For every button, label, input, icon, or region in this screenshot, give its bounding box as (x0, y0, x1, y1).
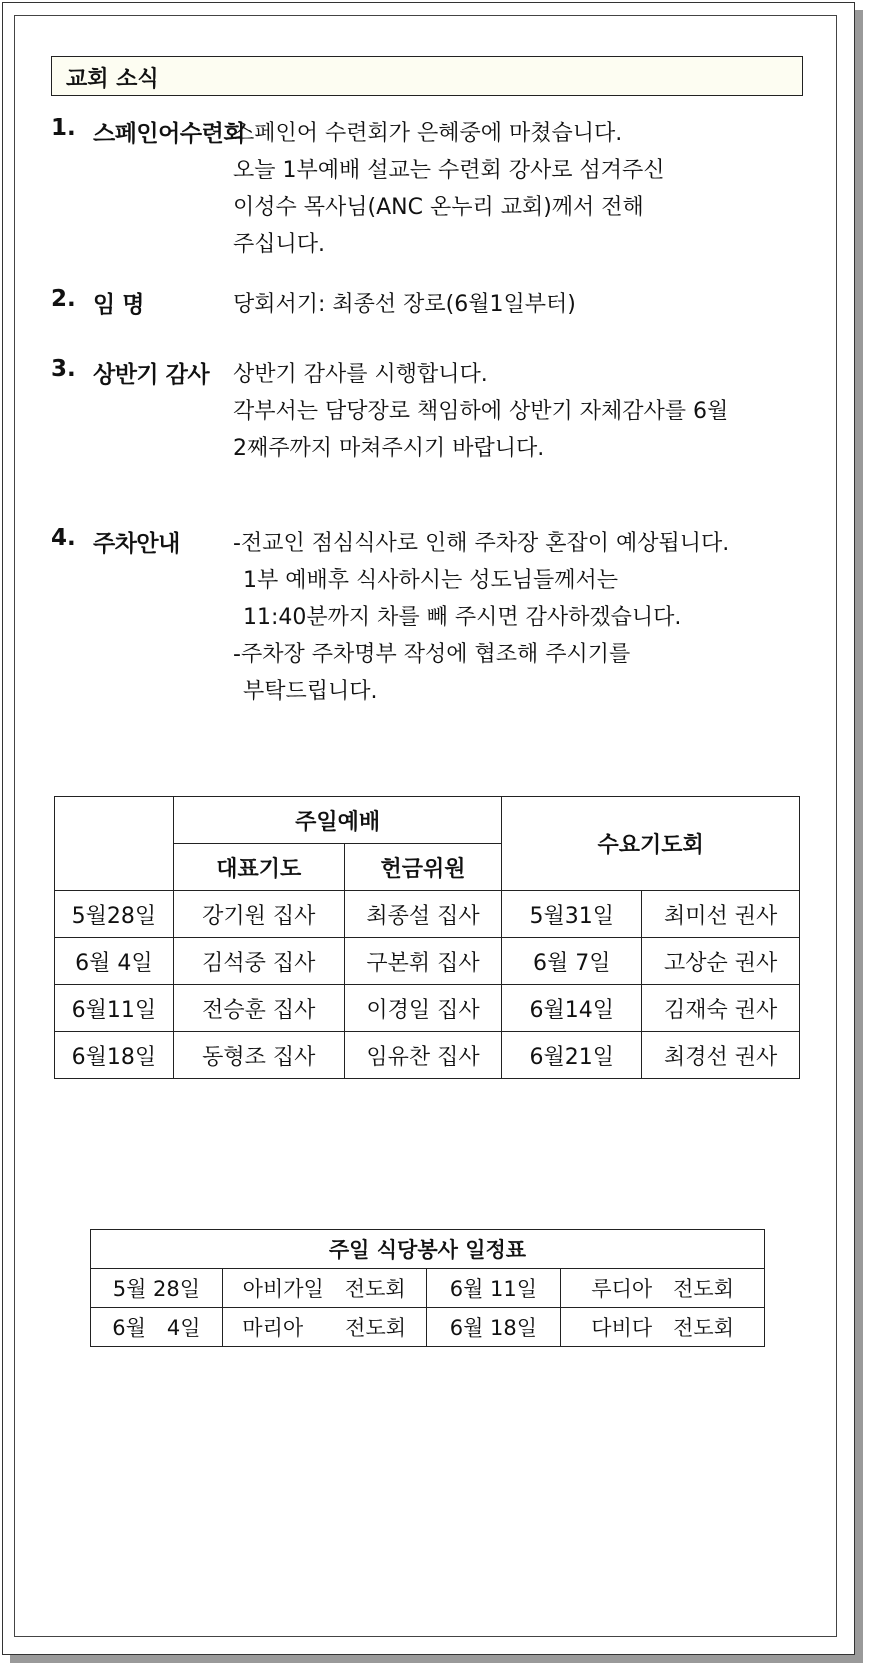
item-body (233, 286, 576, 323)
meal-group-cell: 다비다 전도회 (561, 1308, 765, 1347)
item-line: 상반기 감사를 시행합니다. (233, 362, 488, 387)
wed-date-cell: 6월21일 (502, 1032, 642, 1079)
item-body (233, 115, 665, 263)
worship-schedule-table (54, 796, 800, 1079)
date-cell: 5월28일 (55, 891, 174, 938)
item-line: 주십니다. (233, 232, 326, 257)
item-number: 2. (51, 286, 76, 312)
item-line: -전교인 점심식사로 인해 주차장 혼잡이 예상됩니다. (233, 531, 730, 556)
offering-cell: 최종설 집사 (344, 891, 502, 938)
sunday-worship-header: 주일예배 (173, 797, 502, 844)
item-label: 주차안내 (93, 531, 180, 557)
item-label: 임 명 (93, 292, 144, 318)
item-line: 오늘 1부예배 설교는 수련회 강사로 섬겨주신 (233, 158, 665, 183)
table-row (91, 1269, 765, 1308)
offering-cell: 임유찬 집사 (344, 1032, 502, 1079)
table-row (55, 891, 800, 938)
prayer-cell: 동형조 집사 (173, 1032, 344, 1079)
item-label: 스페인어수련회 (93, 121, 246, 147)
item-line: -주차장 주차명부 작성에 협조해 주시기를 (233, 642, 631, 667)
item-line: 2째주까지 마쳐주시기 바랍니다. (233, 436, 545, 461)
table-row (55, 1032, 800, 1079)
section-title: 교회 소식 (66, 67, 159, 92)
section-header (51, 56, 803, 96)
meal-group-cell: 아비가일 전도회 (222, 1269, 426, 1308)
prayer-cell: 강기원 집사 (173, 891, 344, 938)
wednesday-prayer-header: 수요기도회 (502, 797, 800, 891)
empty-header-cell (55, 797, 174, 891)
offering-cell: 이경일 집사 (344, 985, 502, 1032)
date-cell: 6월11일 (55, 985, 174, 1032)
wed-leader-cell: 최미선 권사 (642, 891, 800, 938)
item-body (233, 356, 728, 467)
item-number: 1. (51, 115, 76, 141)
wed-date-cell: 6월 7일 (502, 938, 642, 985)
table-row (55, 938, 800, 985)
wed-leader-cell: 김재숙 권사 (642, 985, 800, 1032)
wed-date-cell: 6월14일 (502, 985, 642, 1032)
date-cell: 6월18일 (55, 1032, 174, 1079)
item-line: 11:40분까지 차를 빼 주시면 감사하겠습니다. (243, 605, 682, 630)
offering-header: 헌금위원 (344, 844, 502, 891)
meal-date-cell: 6월 4일 (91, 1308, 223, 1347)
item-line: 스페인어 수련회가 은혜중에 마쳤습니다. (233, 121, 623, 146)
prayer-header: 대표기도 (173, 844, 344, 891)
item-body (233, 525, 729, 710)
item-line: 각부서는 담당장로 책임하에 상반기 자체감사를 6월 (233, 399, 729, 424)
item-line: 1부 예배후 식사하시는 성도님들께서는 (243, 568, 619, 593)
meal-service-table (90, 1229, 765, 1347)
item-number: 4. (51, 525, 76, 551)
meal-table-title: 주일 식당봉사 일정표 (91, 1230, 765, 1269)
table-row (55, 985, 800, 1032)
meal-date-cell: 6월 11일 (426, 1269, 561, 1308)
table-row (91, 1308, 765, 1347)
meal-date-cell: 6월 18일 (426, 1308, 561, 1347)
item-label: 상반기 감사 (93, 362, 210, 388)
meal-date-cell: 5월 28일 (91, 1269, 223, 1308)
item-line: 부탁드립니다. (243, 679, 378, 704)
item-line: 이성수 목사님(ANC 온누리 교회)께서 전해 (233, 195, 644, 220)
meal-group-cell: 마리아 전도회 (222, 1308, 426, 1347)
date-cell: 6월 4일 (55, 938, 174, 985)
prayer-cell: 김석중 집사 (173, 938, 344, 985)
prayer-cell: 전승훈 집사 (173, 985, 344, 1032)
meal-group-cell: 루디아 전도회 (561, 1269, 765, 1308)
item-line: 당회서기: 최종선 장로(6월1일부터) (233, 292, 576, 317)
wed-leader-cell: 고상순 권사 (642, 938, 800, 985)
offering-cell: 구본휘 집사 (344, 938, 502, 985)
item-number: 3. (51, 356, 76, 382)
wed-date-cell: 5월31일 (502, 891, 642, 938)
wed-leader-cell: 최경선 권사 (642, 1032, 800, 1079)
